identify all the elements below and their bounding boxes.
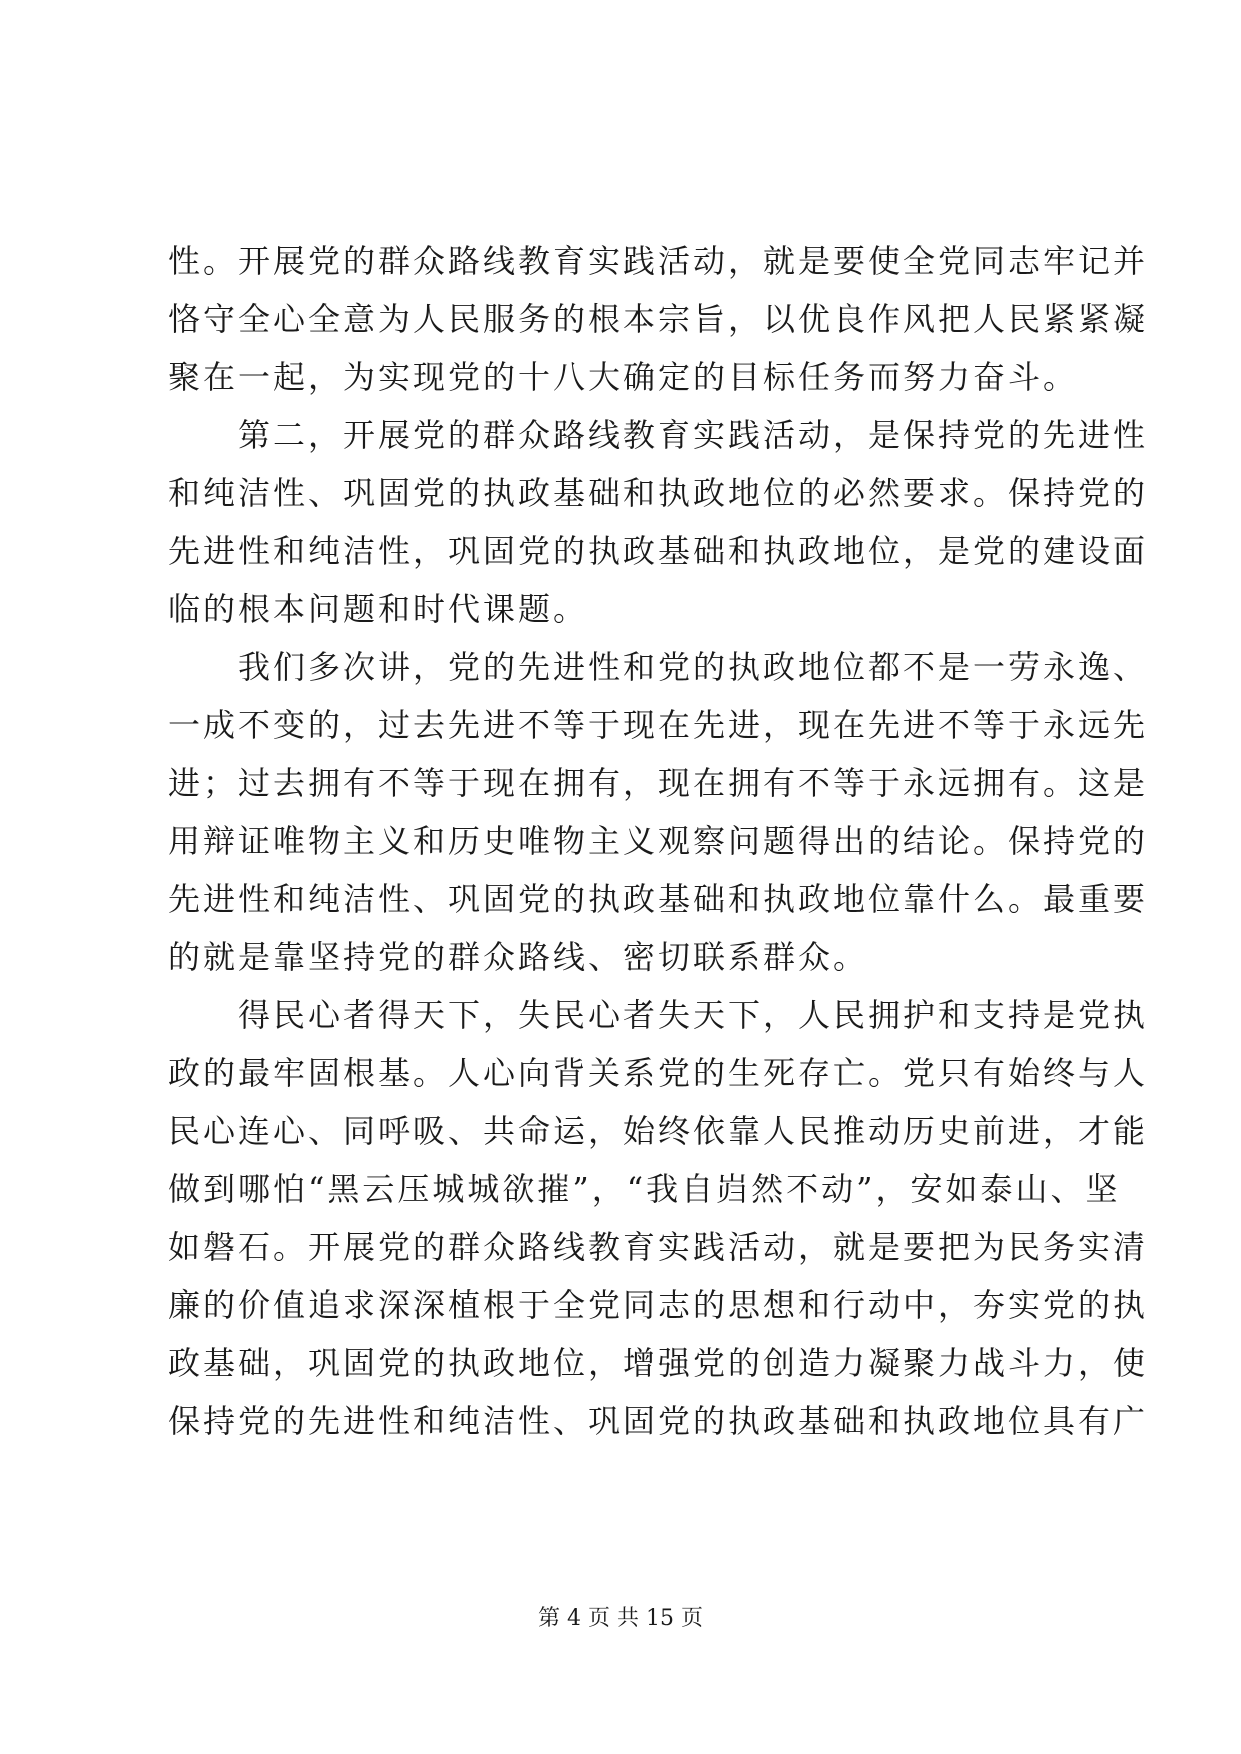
- text-line: 廉的价值追求深深植根于全党同志的思想和行动中，夯实党的执: [168, 1286, 1149, 1324]
- body-text: [168, 232, 1149, 1450]
- text-line: 性。开展党的群众路线教育实践活动，就是要使全党同志牢记并: [168, 242, 1149, 280]
- text-line: 得民心者得天下，失民心者失天下，人民拥护和支持是党执: [168, 996, 1149, 1034]
- text-line: 我们多次讲，党的先进性和党的执政地位都不是一劳永逸、: [168, 648, 1149, 686]
- text-line: 进；过去拥有不等于现在拥有，现在拥有不等于永远拥有。这是: [168, 764, 1149, 802]
- text-line: 和纯洁性、巩固党的执政基础和执政地位的必然要求。保持党的: [168, 474, 1149, 512]
- text-line: 先进性和纯洁性，巩固党的执政基础和执政地位，是党的建设面: [168, 532, 1149, 570]
- page-footer: 第 4 页 共 15 页: [538, 1606, 703, 1631]
- text-line: 临的根本问题和时代课题。: [168, 590, 589, 628]
- text-line: 保持党的先进性和纯洁性、巩固党的执政基础和执政地位具有广: [168, 1402, 1149, 1440]
- text-line: 政的最牢固根基。人心向背关系党的生死存亡。党只有始终与人: [168, 1054, 1149, 1092]
- text-line: 恪守全心全意为人民服务的根本宗旨，以优良作风把人民紧紧凝: [168, 300, 1149, 338]
- text-line: 聚在一起，为实现党的十八大确定的目标任务而努力奋斗。: [168, 358, 1079, 396]
- text-line: 如磐石。开展党的群众路线教育实践活动，就是要把为民务实清: [168, 1228, 1149, 1266]
- text-line: 一成不变的，过去先进不等于现在先进，现在先进不等于永远先: [168, 706, 1149, 744]
- text-line: 第二，开展党的群众路线教育实践活动，是保持党的先进性: [168, 416, 1149, 454]
- text-line: 做到哪怕“黑云压城城欲摧”，“我自岿然不动”，安如泰山、坚: [168, 1170, 1121, 1208]
- text-line: 的就是靠坚持党的群众路线、密切联系群众。: [168, 938, 869, 976]
- text-line: 政基础，巩固党的执政地位，增强党的创造力凝聚力战斗力，使: [168, 1344, 1149, 1382]
- text-line: 用辩证唯物主义和历史唯物主义观察问题得出的结论。保持党的: [168, 822, 1149, 860]
- text-line: 先进性和纯洁性、巩固党的执政基础和执政地位靠什么。最重要: [168, 880, 1149, 918]
- text-line: 民心连心、同呼吸、共命运，始终依靠人民推动历史前进，才能: [168, 1112, 1149, 1150]
